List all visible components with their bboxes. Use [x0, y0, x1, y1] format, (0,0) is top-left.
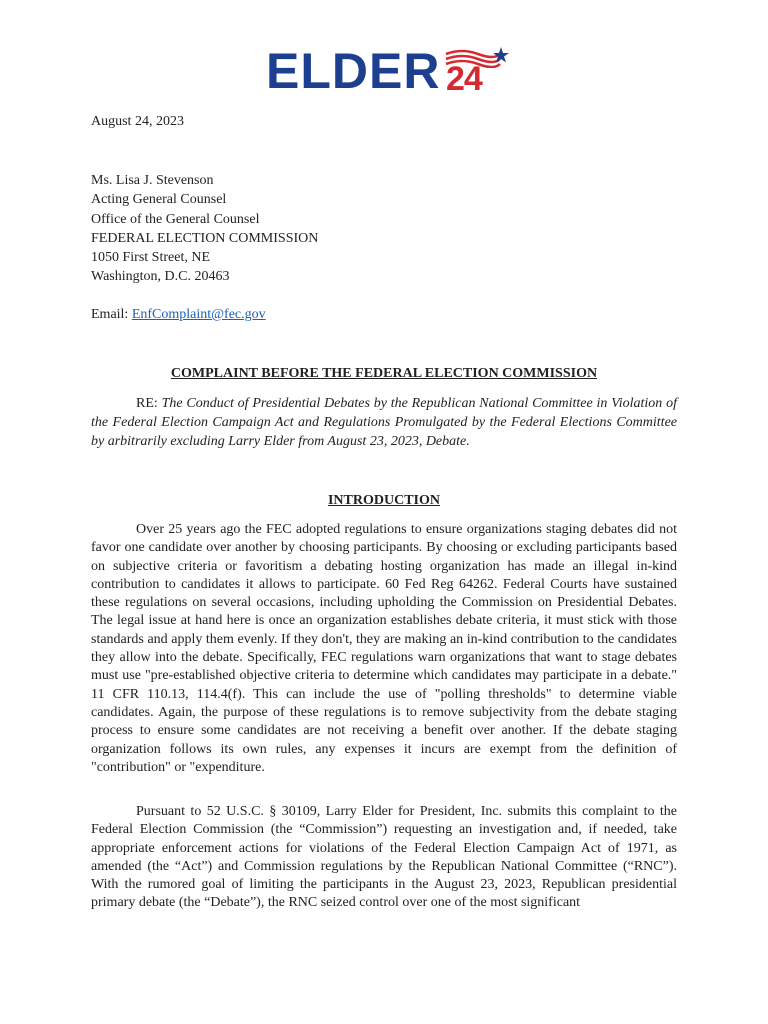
recipient-address — [91, 171, 318, 287]
recipient-line: Washington, D.C. 20463 — [91, 269, 230, 285]
re-label: RE: — [136, 396, 162, 411]
recipient-line: 1050 First Street, NE — [91, 250, 210, 266]
complaint-paragraph: Pursuant to 52 U.S.C. § 30109, Larry Elder for President, Inc. submits this complaint to the Federal Election Commission (the “Commission”) requesting an investigation and, if needed, take appropriate enforcement actions for violations of the Federal Election Campaign Act of 1971, as amended (the “Act”) and Commission regulations by the Republican National Committee (“RNC”). With the rumored goal of limiting the participants in the August 23, 2023, Republican presidential primary debate (the “Debate”), the RNC seized control over one of the most significant — [91, 804, 677, 911]
introduction-heading: INTRODUCTION — [327, 493, 440, 508]
re-subject: The Conduct of Presidential Debates by the Republican National Committee in Violation of the Federal Election Campaign Act and Regulations Promulgated by the Federal Elections Committee by arbitrarily excluding Larry Elder from August 23, 2023, Debate. — [91, 396, 677, 449]
logo-number: 24 — [446, 60, 482, 98]
recipient-line: Office of the General Counsel — [91, 211, 260, 227]
recipient-line: FEDERAL ELECTION COMMISSION — [91, 230, 319, 246]
complaint-heading: COMPLAINT BEFORE THE FEDERAL ELECTION COMMISSION — [170, 366, 598, 381]
email-line — [91, 306, 266, 324]
introduction-paragraph: Over 25 years ago the FEC adopted regulations to ensure organizations staging debates did not favor one candidate over another by choosing participants. By choosing or excluding participants based on subjective criteria or favoritism a debating hosting organization has made an illegal in-kind contribution to candidates it allows to participate. 60 Fed Reg 64262. Federal Courts have sustained these regulations on several occasions, including upholding the Commission on Presidential Debates. The legal issue at hand here is once an organization establishes debate criteria, it must stick with those standards and apply them evenly. If they don't, they are making an in-kind contribution to the candidates they allow into the debate. Specifically, FEC regulations warn organizations that want to stage debates must use "pre-established objective criteria to determine which candidates may participate in a debate." 11 CFR 110.13, 114.4(f). This can include the use of "polling thresholds" to determine viable candidates. Again, the purpose of these regulations is to remove subjectivity from the debate staging process to ensure some candidates are not receiving a benefit over another. If the debate staging organization follows its own rules, any expenses it incurs are exempt from the definition of "contribution" or "expenditure. — [91, 522, 677, 775]
recipient-line: Ms. Lisa J. Stevenson — [91, 173, 214, 188]
email-label: Email: — [91, 307, 132, 322]
letter-date: August 24, 2023 — [91, 114, 184, 129]
recipient-line: Acting General Counsel — [91, 192, 227, 208]
logo-wordmark: ELDER — [266, 43, 441, 99]
re-line — [91, 394, 677, 451]
email-link[interactable]: EnfComplaint@fec.gov — [131, 307, 266, 322]
elder24-logo — [266, 42, 506, 100]
